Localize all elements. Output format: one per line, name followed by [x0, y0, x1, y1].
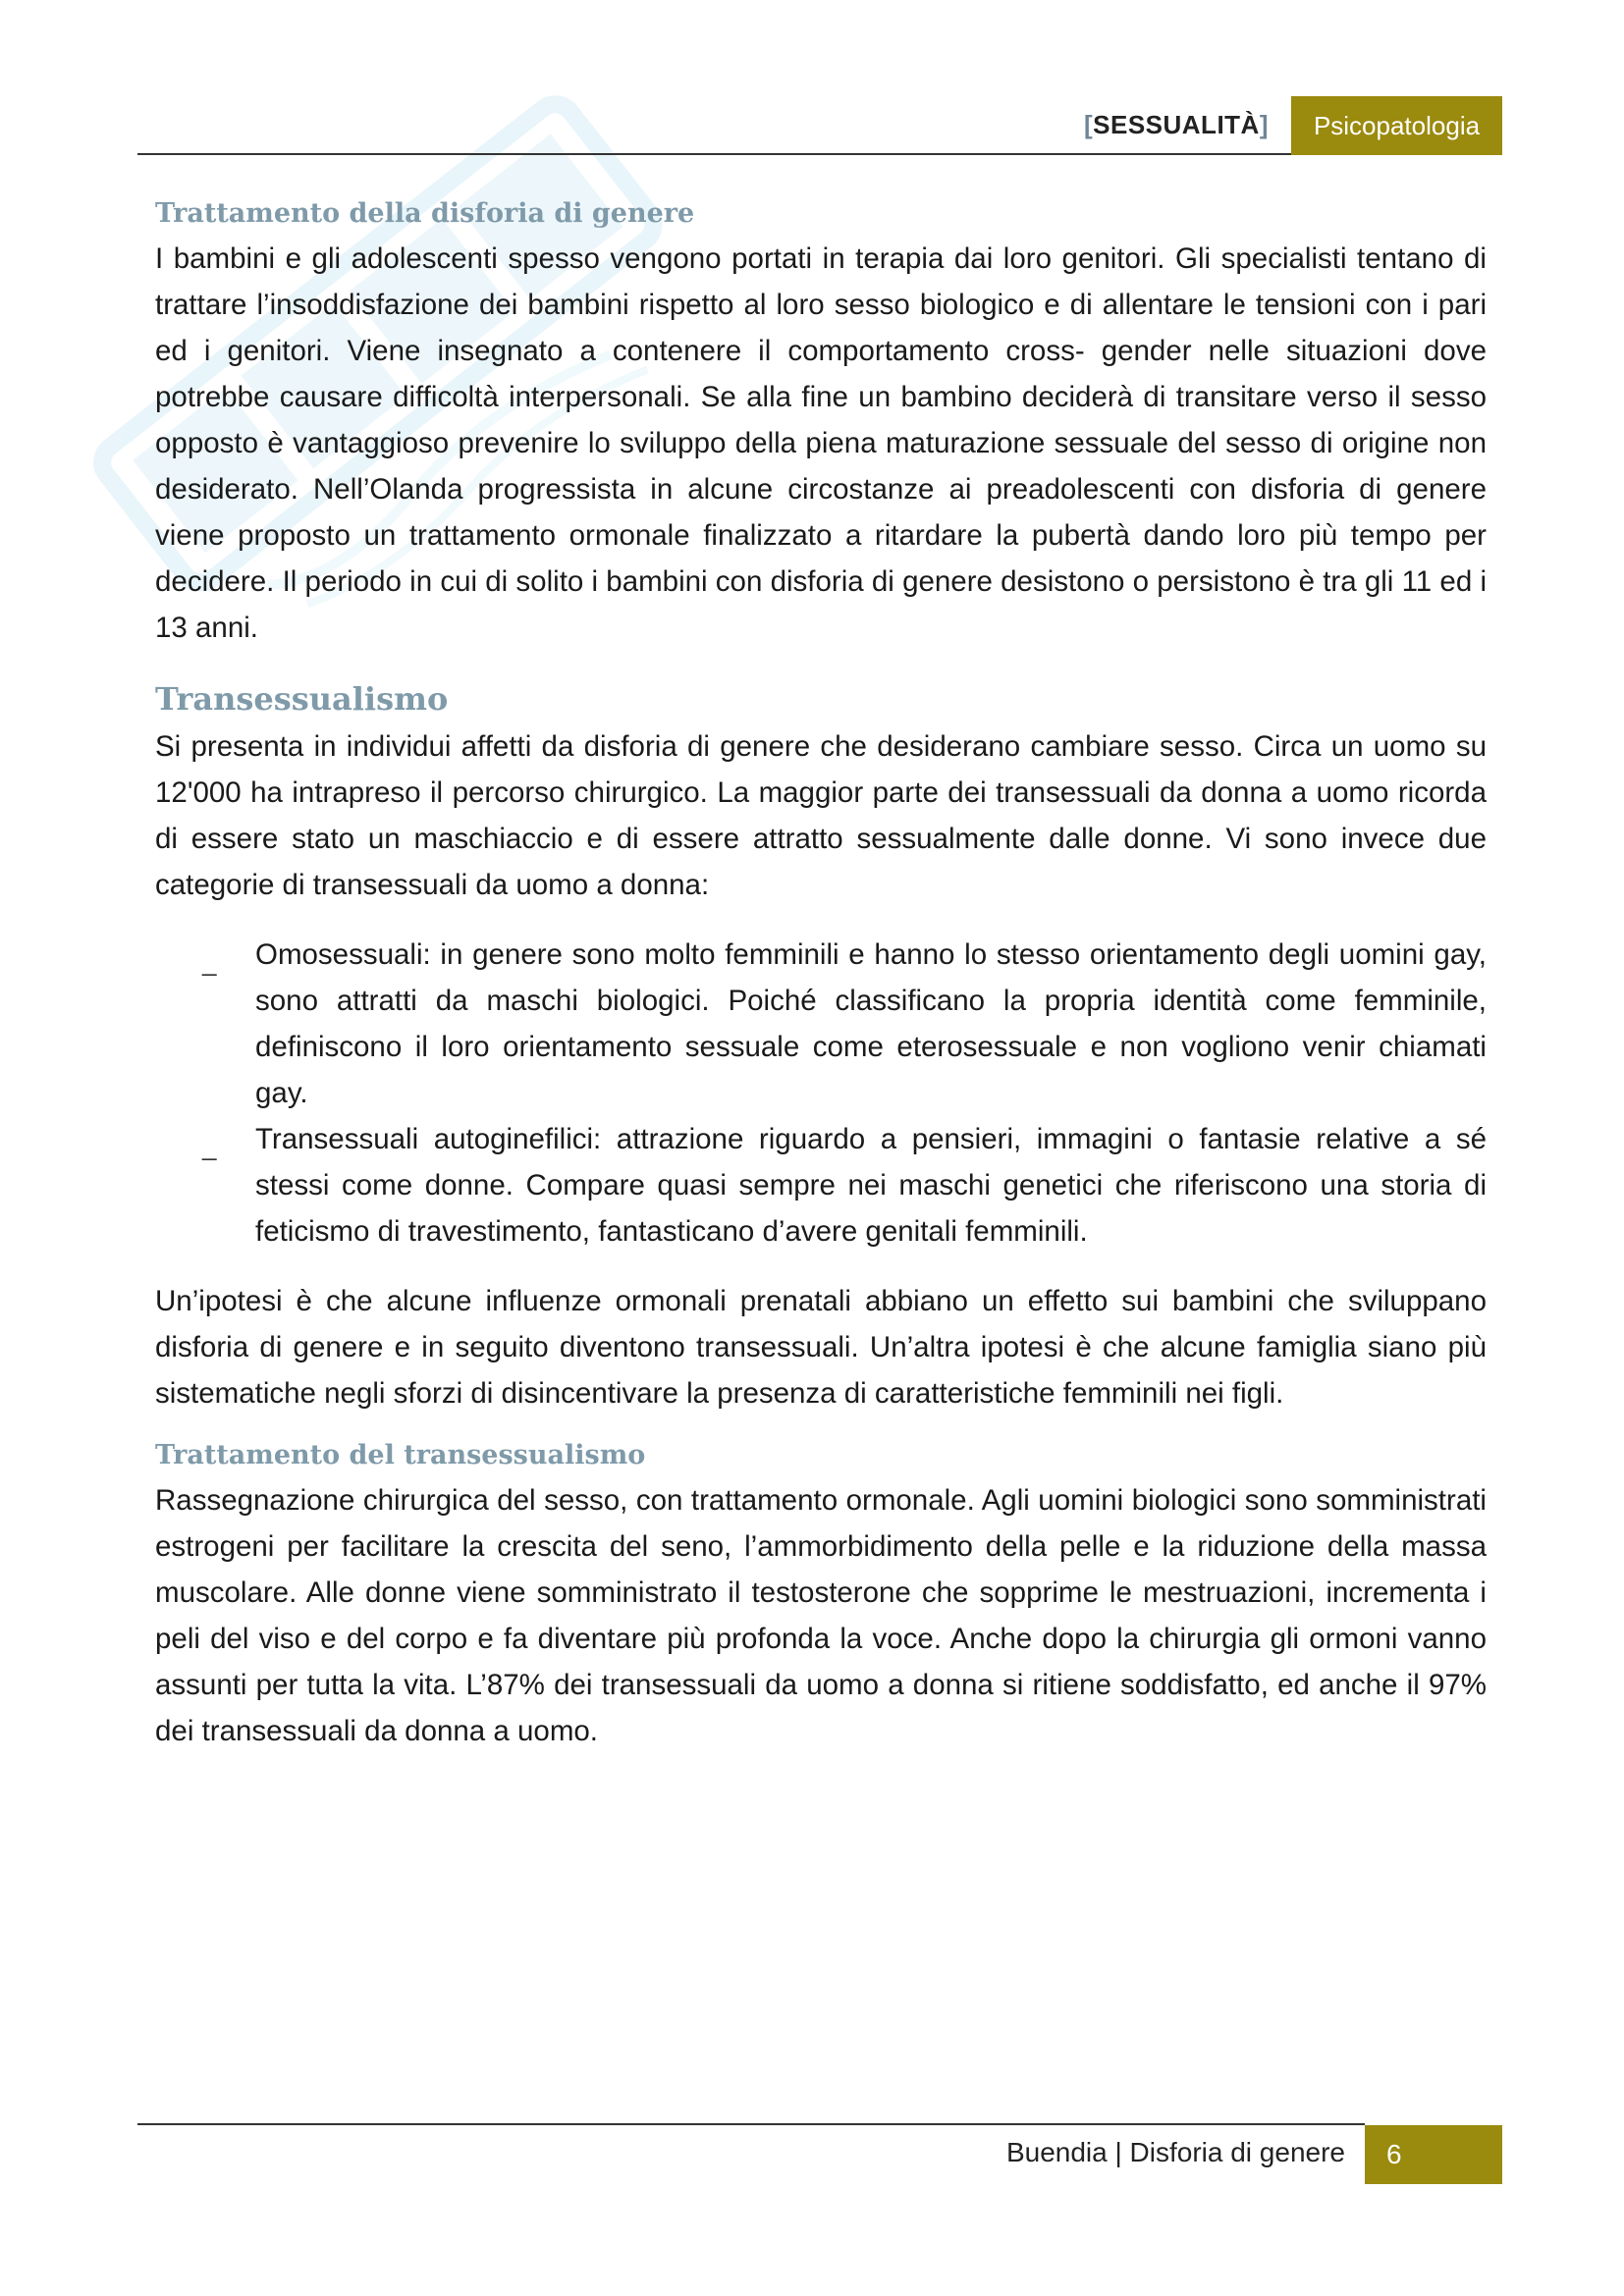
footer-text: Buendia | Disforia di genere: [1005, 2137, 1345, 2167]
dash-list: [155, 932, 1487, 1255]
section-heading: Trattamento della disforia di genere: [155, 198, 695, 229]
header-rule: [137, 153, 1291, 155]
paragraph: Un’ipotesi è che alcune influenze ormonali prenatali abbiano un effetto sui bambini che sviluppano disforia di genere e in seguito diventono transessuali. Un’altra ipotesi è che alcune famiglia siano più sistematiche negli sforzi di disincentivare la presenza di caratteristiche femminili nei figli.: [155, 1285, 1487, 1410]
header-title-text: SESSUALITÀ: [1093, 110, 1260, 139]
list-item-text: Omosessuali: in genere sono molto femminili e hanno lo stesso orientamento degli uomini gay, sono attratti da maschi biologici. Poiché classificano la propria identità come femminile, definiscono il loro orientamento sessuale come eterosessuale e non vogliono venir chiamati gay.: [255, 938, 1487, 1109]
paragraph: Si presenta in individui affetti da disforia di genere che desiderano cambiare sesso. Circa un uomo su 12'000 ha intrapreso il percorso chirurgico. La maggior parte dei transessuali da donna a uomo ricorda di essere stato un maschiaccio e di essere attratto sessualmente dalle donne. Vi sono invece due categorie di transessuali da uomo a donna:: [155, 730, 1487, 901]
page-number: 6: [1365, 2125, 1502, 2184]
list-item: [155, 932, 1487, 1116]
section-heading: Transessualismo: [155, 680, 449, 718]
header-tag: Psicopatologia: [1291, 96, 1502, 155]
header-title: [1084, 110, 1269, 140]
page-header: [137, 96, 1502, 155]
footer-rule: [137, 2123, 1365, 2125]
page-content: [155, 192, 1487, 1754]
dash-bullet: _: [202, 947, 217, 977]
list-item-text: Transessuali autoginefilici: attrazione riguardo a pensieri, immagini o fantasie relative a sé stessi come donne. Compare quasi sempre nei maschi genetici che riferiscono una storia di feticismo di travestimento, fantasticano d’avere genitali femminili.: [255, 1123, 1487, 1248]
paragraph: Rassegnazione chirurgica del sesso, con trattamento ormonale. Agli uomini biologici sono somministrati estrogeni per facilitare la crescita del seno, l’ammorbidimento della pelle e la riduzione della massa muscolare. Alle donne viene somministrato il testosterone che sopprime le mestruazioni, incrementa i peli del viso e del corpo e fa diventare più profonda la voce. Anche dopo la chirurgia gli ormoni vanno assunti per tutta la vita. L’87% dei transessuali da uomo a donna si ritiene soddisfatto, ed anche il 97% dei transessuali da donna a uomo.: [155, 1484, 1487, 1747]
list-item: [155, 1116, 1487, 1255]
dash-bullet: _: [202, 1132, 217, 1161]
page-footer: [137, 2123, 1502, 2184]
section-heading: Trattamento del transessualismo: [155, 1440, 646, 1470]
header-bracket-open: [: [1083, 110, 1094, 139]
paragraph: I bambini e gli adolescenti spesso vengono portati in terapia dai loro genitori. Gli specialisti tentano di trattare l’insoddisfazione dei bambini rispetto al loro sesso biologico e di allentare le tensioni con i pari ed i genitori. Viene insegnato a contenere il comportamento cross- gender nelle situazioni dove potrebbe causare difficoltà interpersonali. Se alla fine un bambino deciderà di transitare verso il sesso opposto è vantaggioso prevenire lo sviluppo della piena maturazione sessuale del sesso di origine non desiderato. Nell’Olanda progressista in alcune circostanze ai preadolescenti con disforia di genere viene proposto un trattamento ormonale finalizzato a ritardare la pubertà dando loro più tempo per decidere. Il periodo in cui di solito i bambini con disforia di genere desistono o persistono è tra gli 11 ed i 13 anni.: [155, 242, 1487, 644]
header-bracket-close: ]: [1259, 110, 1269, 139]
